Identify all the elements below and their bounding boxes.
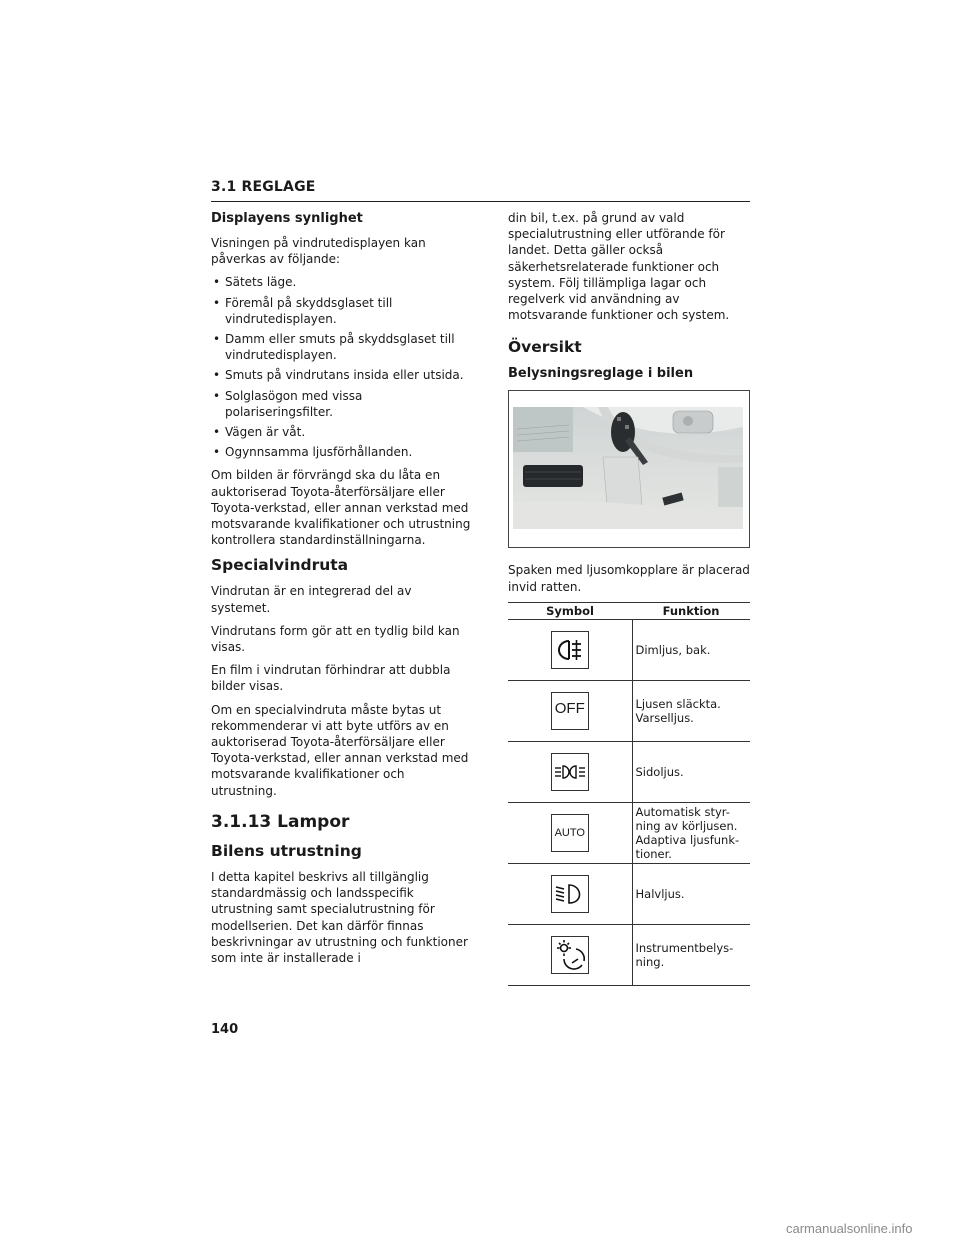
- paragraph-distorted: Om bilden är förvrängd ska du låta en auktoriserad Toyota-återförsäljare eller Toyota-verkstad, eller annan verkstad med motsvarande kvalifikationer och utrustning kontrollera standardinställningarna.: [211, 468, 471, 548]
- list-item: • Solglasögon med vissa polariseringsfilter.: [211, 388, 473, 420]
- section-header: [211, 179, 750, 202]
- paragraph-equipment: I detta kapitel beskrivs all tillgänglig standardmässig och landsspecifik utrustning samt specialutrustning för modellserien. Det kan därför finnas beskrivningar av utrustning och funktioner som inte är installerade i: [211, 869, 468, 965]
- instrument-lighting-icon: [551, 936, 589, 974]
- page-number: 140: [211, 1022, 239, 1037]
- list-item: • Sätets läge.: [211, 274, 473, 290]
- function-cell: Halvljus.: [632, 863, 750, 924]
- function-cell: Automatisk styr-ning av körljusen. Adaptiva ljusfunk-tioner.: [632, 802, 750, 863]
- heading-special-windscreen: Specialvindruta: [211, 556, 349, 575]
- heading-overview: Översikt: [508, 338, 582, 357]
- left-column: [211, 210, 473, 973]
- table-row: [508, 619, 750, 680]
- heading-vehicle-equipment: Bilens utrustning: [211, 841, 362, 860]
- off-icon: [551, 692, 589, 730]
- list-item: • Föremål på skyddsglaset till vindrutedisplayen.: [211, 295, 473, 327]
- function-cell: Dimljus, bak.: [632, 619, 750, 680]
- paragraph-special-4: Om en specialvindruta måste bytas ut rekommenderar vi att byte utförs av en auktoriserad Toyota-återförsäljare eller Toyota-verkstad, eller annan verkstad med motsvarande kvalifikationer och utrustning.: [211, 702, 469, 798]
- heading-lamps: 3.1.13 Lampor: [211, 811, 350, 832]
- list-item: • Ogynnsamma ljusförhållanden.: [211, 444, 473, 460]
- steering-wheel-photo: [513, 407, 743, 529]
- symbol-table: [508, 602, 750, 986]
- function-cell: Ljusen släckta. Varselljus.: [632, 680, 750, 741]
- table-row: [508, 924, 750, 985]
- watermark: carmanualsonline.info: [786, 1221, 913, 1236]
- low-beam-icon: [551, 875, 589, 913]
- table-header-row: [508, 602, 750, 619]
- column-header-symbol: Symbol: [508, 602, 632, 619]
- section-title: 3.1 REGLAGE: [211, 179, 316, 195]
- table-row: [508, 863, 750, 924]
- column-header-function: Funktion: [632, 602, 750, 619]
- paragraph-special-1: Vindrutan är en integrerad del av systemet.: [211, 584, 412, 615]
- heading-lighting-controls: Belysningsreglage i bilen: [508, 366, 694, 382]
- right-column: [508, 210, 750, 986]
- table-row: [508, 802, 750, 863]
- paragraph-special-2: Vindrutans form gör att en tydlig bild kan visas.: [211, 623, 460, 655]
- table-row: [508, 680, 750, 741]
- auto-icon: [551, 814, 589, 852]
- function-cell: Sidoljus.: [632, 741, 750, 802]
- bullet-list: [211, 274, 473, 460]
- figure-frame: [508, 390, 750, 548]
- side-lights-icon: [551, 753, 589, 791]
- list-item: • Smuts på vindrutans insida eller utsida.: [211, 367, 473, 383]
- paragraph-stalk: Spaken med ljusomkopplare är placerad invid ratten.: [508, 563, 750, 594]
- paragraph-intro: Visningen på vindrutedisplayen kan påverkas av följande:: [211, 236, 426, 267]
- heading-display-visibility: Displayens synlighet: [211, 211, 363, 226]
- rear-fog-light-icon: [551, 631, 589, 669]
- function-cell: Instrumentbelys-ning.: [632, 924, 750, 985]
- off-symbol-text: OFF: [554, 699, 585, 717]
- paragraph-continued: din bil, t.ex. på grund av vald specialutrustning eller utförande för landet. Detta gäller också säkerhetsrelaterade funktioner och system. Följ tillämpliga lagar och regelverk vid användning av motsvarande funktioner och system.: [508, 211, 730, 323]
- list-item: • Damm eller smuts på skyddsglaset till vindrutedisplayen.: [211, 331, 473, 363]
- table-row: [508, 741, 750, 802]
- paragraph-special-3: En film i vindrutan förhindrar att dubbla bilder visas.: [211, 663, 451, 694]
- auto-symbol-text: AUTO: [554, 826, 585, 839]
- list-item: • Vägen är våt.: [211, 424, 473, 440]
